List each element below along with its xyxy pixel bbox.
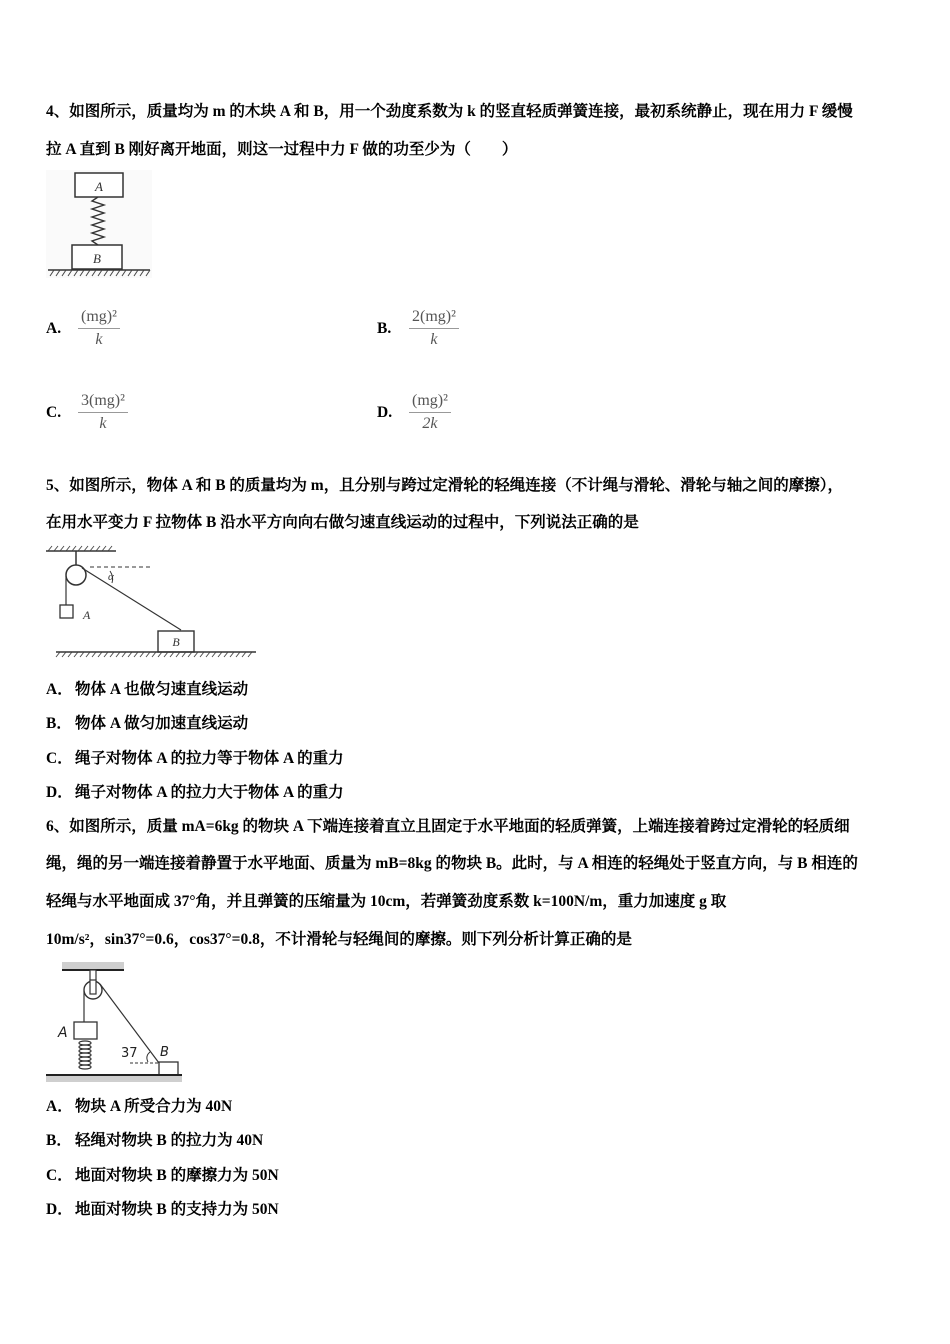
- q4-label-a: A: [95, 179, 103, 194]
- option-text: 地面对物块 B 的摩擦力为 50N: [75, 1167, 279, 1184]
- q4-stem-line-1: 4、如图所示，质量均为 m 的木块 A 和 B，用一个劲度系数为 k 的竖直轻质弹簧连接，最初系统静止，现在用力 F 缓慢: [46, 103, 853, 120]
- option-label: C．: [46, 750, 73, 767]
- denominator: 2k: [422, 415, 438, 432]
- q6-stem-line-3: 轻绳与水平地面成 37°角，并且弹簧的压缩量为 10cm，若弹簧劲度系数 k=100N/m，重力加速度 g 取: [46, 893, 727, 910]
- q5-label-alpha: α: [108, 571, 114, 583]
- denominator: k: [430, 331, 438, 348]
- q4-figure-spring-blocks: [46, 170, 152, 278]
- q6-stem-line-2: 绳，绳的另一端连接着静置于水平地面、质量为 mB=8kg 的物块 B。此时，与 A 相连的轻绳处于竖直方向，与 B 相连的: [46, 855, 858, 872]
- q6-stem-line-4: 10m/s²，sin37°=0.6，cos37°=0.8，不计滑轮与轻绳间的摩擦。则下列分析计算正确的是: [46, 931, 632, 948]
- option-text: 绳子对物体 A 的拉力大于物体 A 的重力: [75, 784, 344, 801]
- numerator: (mg)²: [409, 392, 451, 413]
- option-label: D.: [377, 403, 393, 421]
- option-label: D．: [46, 1201, 73, 1218]
- q4-option-c[interactable]: [46, 392, 128, 433]
- fraction: [78, 392, 128, 433]
- q5-label-a: A: [83, 608, 91, 622]
- option-label: D．: [46, 784, 73, 801]
- q5-stem-line-1: 5、如图所示，物体 A 和 B 的质量均为 m，且分别与跨过定滑轮的轻绳连接（不计绳与滑轮、滑轮与轴之间的摩擦），: [46, 477, 843, 494]
- option-text: 绳子对物体 A 的拉力等于物体 A 的重力: [75, 750, 344, 767]
- q5-stem-line-2: 在用水平变力 F 拉物体 B 沿水平方向向右做匀速直线运动的过程中，下列说法正确的是: [46, 514, 639, 531]
- q4-label-b: B: [93, 251, 101, 266]
- q6-stem-line-1: 6、如图所示，质量 mA=6kg 的物块 A 下端连接着直立且固定于水平地面的轻质弹簧，上端连接着跨过定滑轮的轻质细: [46, 818, 850, 835]
- option-label: A．: [46, 681, 73, 698]
- fraction: [78, 308, 120, 349]
- option-text: 轻绳对物块 B 的拉力为 40N: [75, 1132, 264, 1149]
- q4-option-a[interactable]: [46, 308, 120, 349]
- option-label: B.: [377, 319, 392, 337]
- q5-label-b: B: [172, 635, 180, 649]
- q5-option-b[interactable]: [46, 714, 248, 734]
- denominator: k: [99, 415, 107, 432]
- q6-option-d[interactable]: [46, 1200, 279, 1220]
- option-text: 物体 A 做匀加速直线运动: [75, 715, 249, 732]
- q6-label-b: B: [160, 1045, 169, 1060]
- q6-label-a: A: [58, 1025, 68, 1041]
- option-text: 物体 A 也做匀速直线运动: [75, 681, 249, 698]
- q4-stem-line-2: 拉 A 直到 B 刚好离开地面，则这一过程中力 F 做的功至少为（ ）: [46, 141, 518, 158]
- option-label: C.: [46, 403, 62, 421]
- q4-option-d[interactable]: [377, 392, 451, 433]
- q4-option-b[interactable]: [377, 308, 459, 349]
- numerator: 2(mg)²: [409, 308, 459, 329]
- option-label: B．: [46, 1132, 72, 1149]
- q6-figure-spring-pulley: [44, 958, 184, 1084]
- fraction: [409, 392, 451, 433]
- fraction: [409, 308, 459, 349]
- q5-option-c[interactable]: [46, 749, 344, 769]
- q6-option-b[interactable]: [46, 1131, 263, 1151]
- option-label: B．: [46, 715, 72, 732]
- option-label: C．: [46, 1167, 73, 1184]
- option-text: 地面对物块 B 的支持力为 50N: [75, 1201, 279, 1218]
- q6-option-a[interactable]: [46, 1097, 232, 1117]
- q6-label-37: 37: [121, 1046, 138, 1061]
- numerator: (mg)²: [78, 308, 120, 329]
- denominator: k: [95, 331, 103, 348]
- q5-figure-pulley: [46, 545, 258, 660]
- option-label: A.: [46, 319, 62, 337]
- q5-option-a[interactable]: [46, 680, 248, 700]
- option-text: 物块 A 所受合力为 40N: [75, 1098, 233, 1115]
- q5-option-d[interactable]: [46, 783, 344, 803]
- q6-option-c[interactable]: [46, 1166, 279, 1186]
- option-label: A．: [46, 1098, 73, 1115]
- numerator: 3(mg)²: [78, 392, 128, 413]
